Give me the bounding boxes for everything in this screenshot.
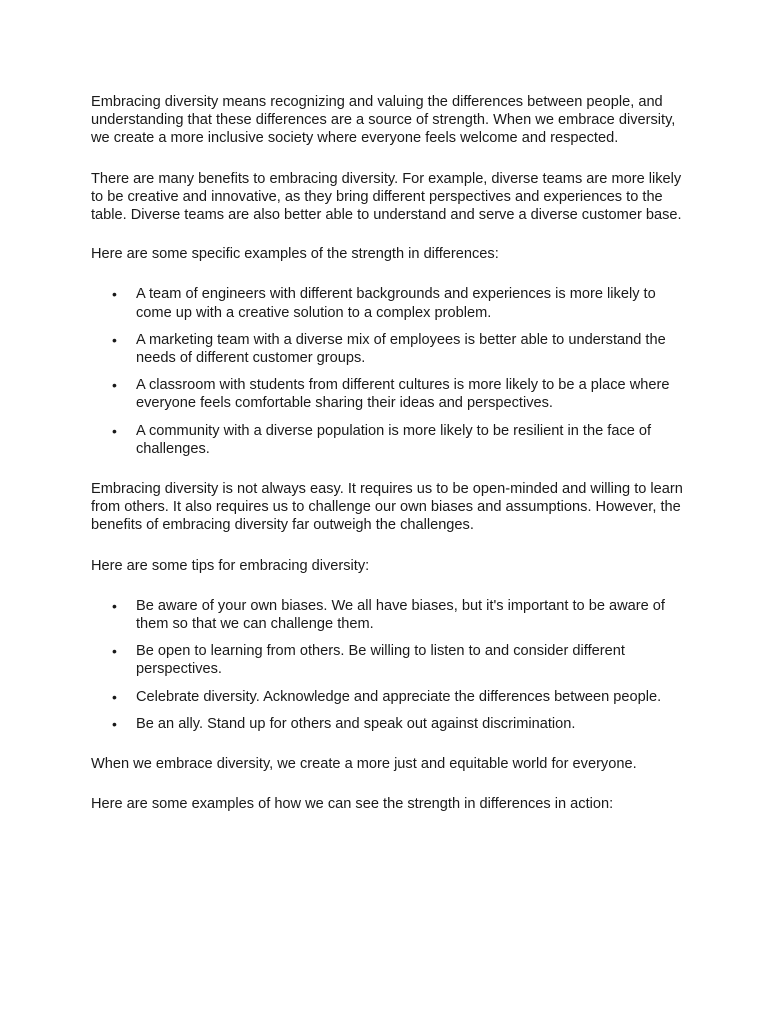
- bullet-icon: •: [112, 422, 117, 439]
- list-item: [91, 688, 691, 706]
- paragraph-benefits: There are many benefits to embracing diversity. For example, diverse teams are more likely to be creative and innovative, as they bring different perspectives and experiences to the table. Diverse teams are also better able to understand and serve a diverse customer base.: [91, 170, 682, 224]
- bullet-icon: •: [112, 643, 117, 660]
- list-item-text: Be aware of your own biases. We all have biases, but it's important to be aware of them so that we can challenge them.: [136, 597, 665, 633]
- examples-list: [91, 285, 691, 458]
- paragraph-not-easy: Embracing diversity is not always easy. It requires us to be open-minded and willing to learn from others. It also requires us to challenge our own biases and assumptions. However, the benefits of embracing diversity far outweigh the challenges.: [91, 481, 683, 534]
- paragraph-examples-intro: Here are some specific examples of the strength in differences:: [91, 246, 499, 263]
- bullet-icon: •: [112, 715, 117, 732]
- bullet-icon: •: [112, 597, 117, 614]
- paragraph-action-intro: Here are some examples of how we can see the strength in differences in action:: [91, 796, 614, 813]
- paragraph-just-world: When we embrace diversity, we create a more just and equitable world for everyone.: [91, 756, 637, 773]
- bullet-icon: •: [112, 331, 117, 348]
- bullet-icon: •: [112, 377, 117, 394]
- list-item-text: A community with a diverse population is more likely to be resilient in the face of challenges.: [136, 422, 652, 457]
- list-item: [91, 422, 691, 458]
- list-item-text: A classroom with students from different cultures is more likely to be a place where everyone feels comfortable sharing their ideas and perspectives.: [136, 377, 670, 412]
- document-body: [91, 93, 691, 813]
- paragraph-intro: Embracing diversity means recognizing and valuing the differences between people, and understanding that these differences are a source of strength. When we embrace diversity, we create a more inclusive society where everyone feels welcome and respected.: [91, 94, 676, 147]
- list-item: [91, 597, 691, 633]
- bullet-icon: •: [112, 286, 117, 303]
- list-item: [91, 331, 691, 367]
- tips-list: [91, 597, 691, 733]
- list-item-text: Be an ally. Stand up for others and speak out against discrimination.: [136, 715, 576, 732]
- list-item: [91, 715, 691, 733]
- bullet-icon: •: [112, 688, 117, 705]
- list-item: [91, 642, 691, 678]
- list-item-text: Celebrate diversity. Acknowledge and appreciate the differences between people.: [136, 688, 662, 705]
- list-item-text: Be open to learning from others. Be willing to listen to and consider different perspectives.: [136, 643, 625, 678]
- paragraph-tips-intro: Here are some tips for embracing diversity:: [91, 557, 370, 574]
- list-item-text: A marketing team with a diverse mix of employees is better able to understand the needs of different customer groups.: [136, 331, 666, 367]
- list-item: [91, 285, 691, 321]
- list-item-text: A team of engineers with different backgrounds and experiences is more likely to come up with a creative solution to a complex problem.: [136, 286, 656, 321]
- list-item: [91, 376, 691, 412]
